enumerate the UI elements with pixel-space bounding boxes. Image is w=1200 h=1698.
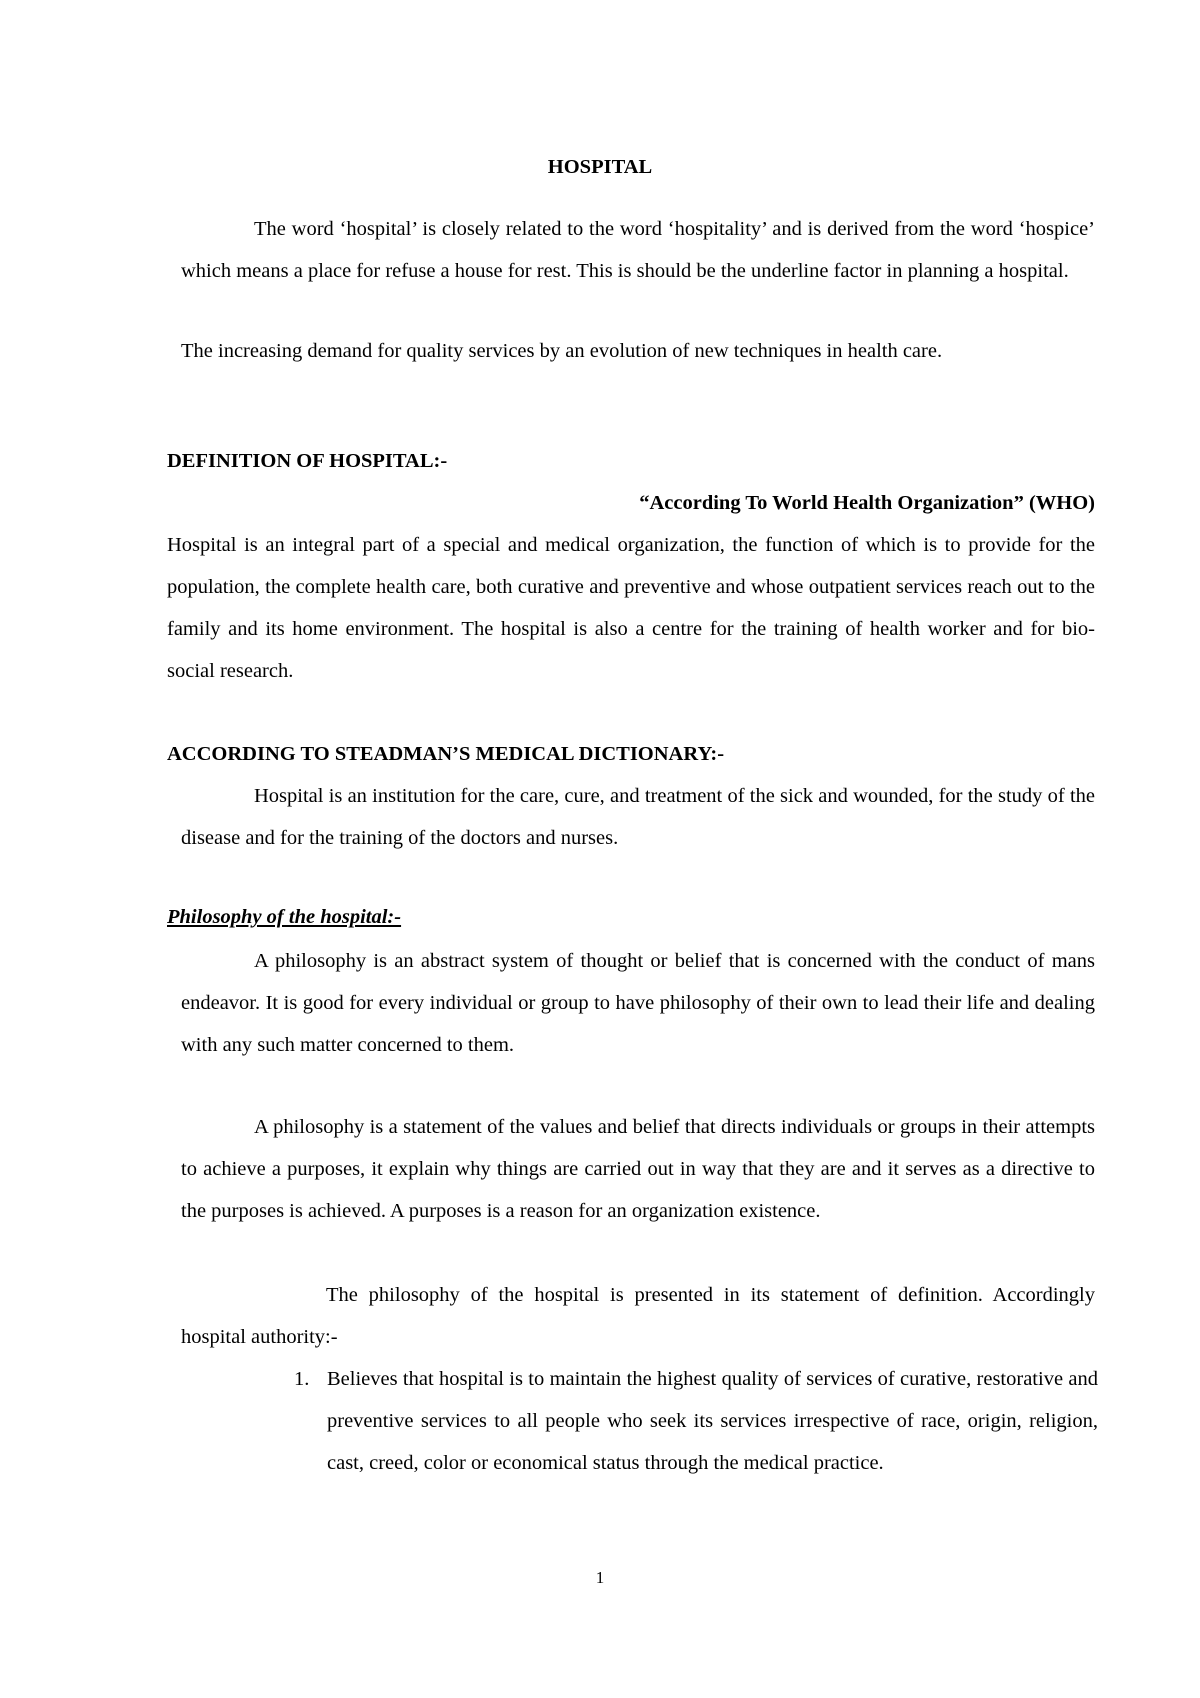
philosophy-paragraph-2: A philosophy is a statement of the values and belief that directs individuals or groups in their attempts to achieve a purposes, it explain why things are carried out in way that they are and it serves as a directive to the purposes is achieved. A purposes is a reason for an organization existence.: [181, 1116, 1095, 1222]
page-title: HOSPITAL: [547, 156, 653, 178]
page-number: 1: [595, 1568, 605, 1587]
list-item: [294, 1358, 1098, 1484]
authority-beliefs-list: [294, 1358, 1098, 1484]
who-source-line: “According To World Health Organization” (WHO): [639, 492, 1095, 514]
steadman-heading: ACCORDING TO STEADMAN’S MEDICAL DICTIONARY:-: [167, 743, 725, 765]
list-item-number: 1.: [294, 1368, 310, 1390]
list-item-text: Believes that hospital is to maintain the highest quality of services of curative, restorative and preventive services to all people who seek its services irrespective of race, origin, religion, cast, creed, color or economical status through the medical practice.: [327, 1368, 1098, 1474]
philosophy-paragraph-1: A philosophy is an abstract system of thought or belief that is concerned with the conduct of mans endeavor. It is good for every individual or group to have philosophy of their own to lead their life and dealing with any such matter concerned to them.: [181, 950, 1095, 1056]
steadman-definition-text: Hospital is an institution for the care, cure, and treatment of the sick and wounded, for the study of the disease and for the training of the doctors and nurses.: [181, 785, 1095, 849]
philosophy-heading: Philosophy of the hospital:-: [167, 906, 402, 928]
who-definition-text: Hospital is an integral part of a special and medical organization, the function of which is to provide for the population, the complete health care, both curative and preventive and whose outpatient services reach out to the family and its home environment. The hospital is also a centre for the training of health worker and for bio-social research.: [167, 534, 1095, 682]
intro-paragraph-2: The increasing demand for quality services by an evolution of new techniques in health care.: [181, 340, 943, 362]
definition-heading: DEFINITION OF HOSPITAL:-: [167, 450, 448, 472]
philosophy-paragraph-3: The philosophy of the hospital is presented in its statement of definition. Accordingly hospital authority:-: [181, 1284, 1095, 1348]
intro-paragraph-1: The word ‘hospital’ is closely related to the word ‘hospitality’ and is derived from the word ‘hospice’ which means a place for refuse a house for rest. This is should be the underline factor in planning a hospital.: [181, 218, 1095, 282]
